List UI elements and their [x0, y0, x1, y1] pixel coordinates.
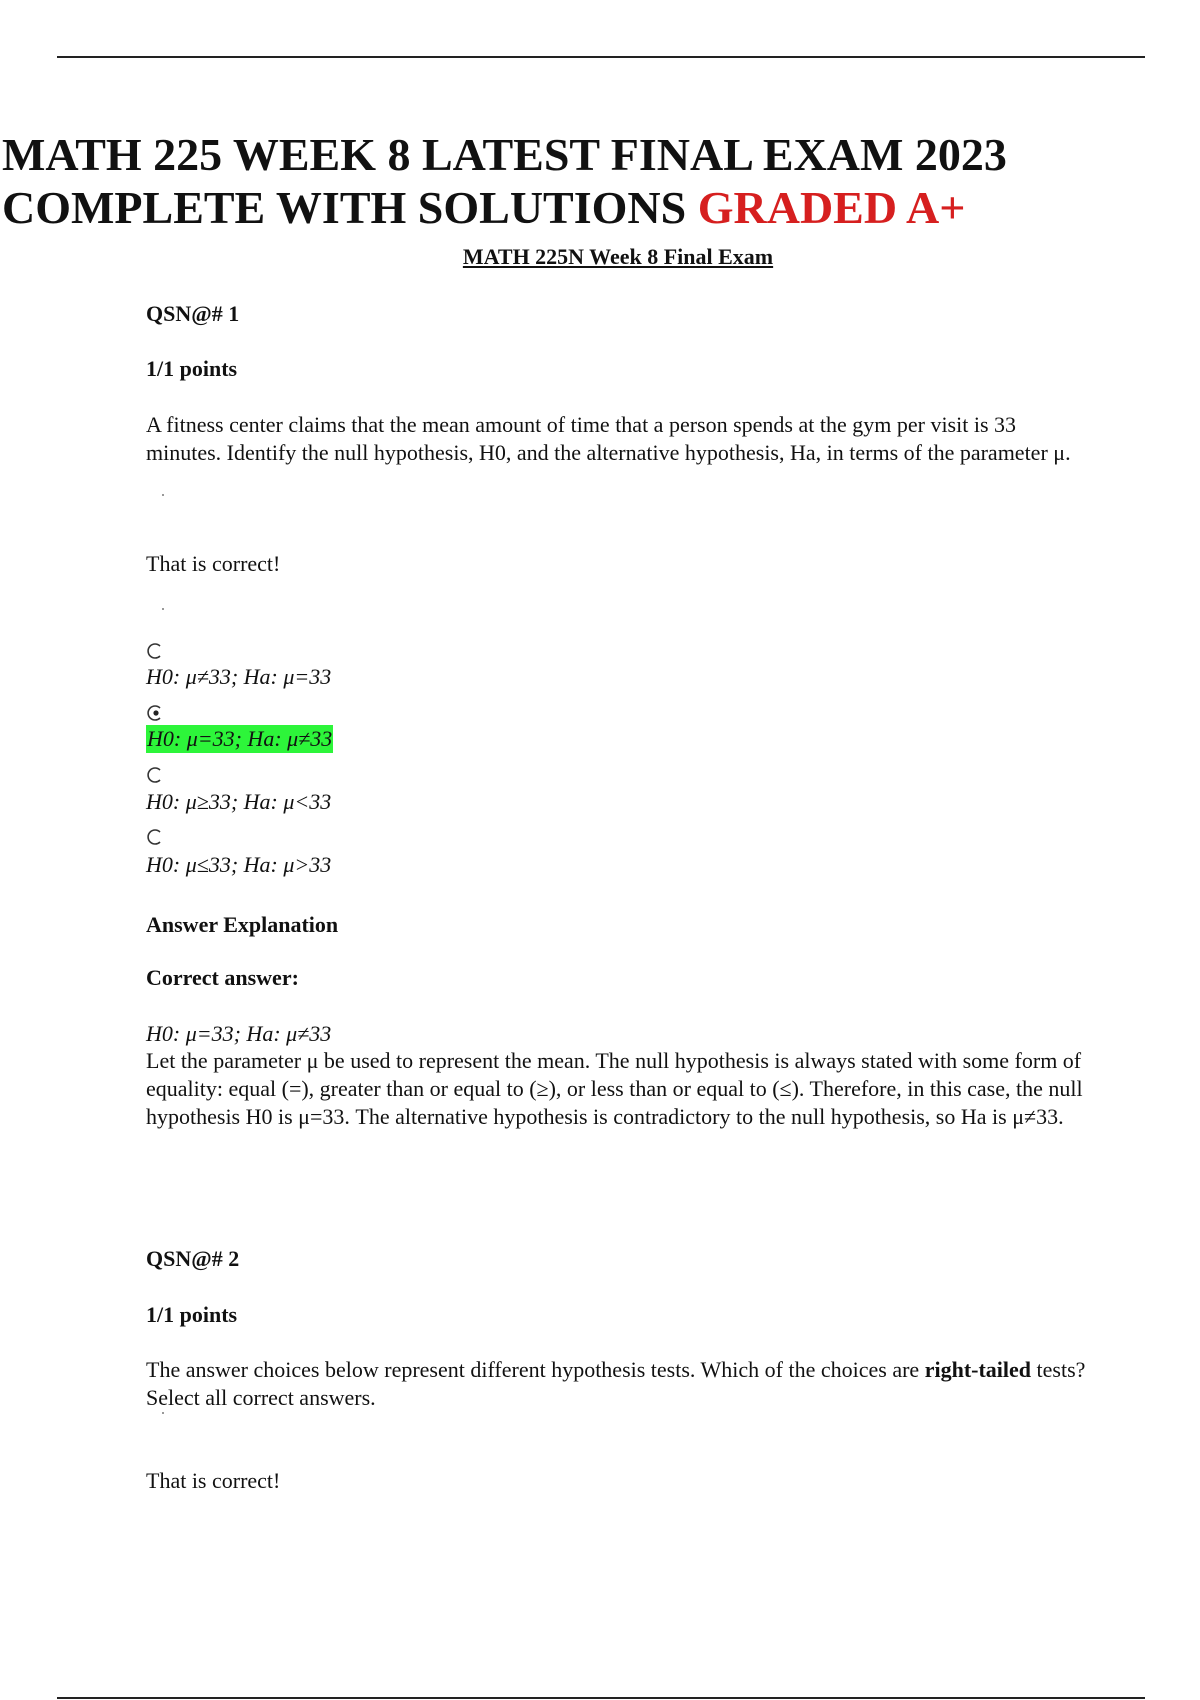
stray-mark	[162, 608, 164, 610]
question-1-text: A fitness center claims that the mean amount of time that a person spends at the gym per visit is 33 minutes. Identify the null hypothesis, H0, and the alternative hypothesis, Ha, in terms of the parameter μ.	[146, 412, 1071, 465]
question-2-text-start: The answer choices below represent different hypothesis tests. Which of the choices are	[146, 1357, 925, 1382]
option-4-text: H0: μ≤33; Ha: μ>33	[146, 852, 332, 877]
exam-subtitle: MATH 225N Week 8 Final Exam	[462, 244, 774, 269]
explanation-text: Let the parameter μ be used to represent the mean. The null hypothesis is always stated with some form of equality: equal (=), greater than or equal to (≥), or less than or equal to (≤). Therefore, in this case, the null hypothesis H0 is μ=33. The alternative hypothesis is contradictory to the null hypothesis, so Ha is μ≠33.	[146, 1048, 1083, 1129]
title-line-1: MATH 225 WEEK 8 LATEST FINAL EXAM 2023	[2, 129, 1007, 180]
option-2-text: H0: μ=33; Ha: μ≠33	[147, 726, 333, 751]
question-2-points: 1/1 points	[146, 1302, 238, 1327]
stray-mark	[162, 494, 164, 496]
grade-label: GRADED A+	[697, 182, 966, 233]
question-2-label: QSN@# 2	[146, 1246, 240, 1271]
question-1-label: QSN@# 1	[146, 301, 240, 326]
radio-option-2-selected[interactable]	[146, 704, 164, 722]
answer-explanation-heading: Answer Explanation	[146, 912, 339, 937]
option-1-text: H0: μ≠33; Ha: μ=33	[146, 664, 332, 689]
radio-option-3[interactable]	[146, 766, 164, 784]
radio-option-1[interactable]	[146, 642, 164, 660]
question-2-text-end: tests? Select all correct answers.	[146, 1357, 1086, 1410]
question-1-points: 1/1 points	[146, 356, 238, 381]
title-line-2: COMPLETE WITH SOLUTIONS	[2, 182, 687, 233]
option-3-text: H0: μ≥33; Ha: μ<33	[146, 789, 332, 814]
question-2-text	[146, 1356, 1086, 1412]
document-title	[2, 128, 1007, 234]
bottom-rule	[57, 1697, 1145, 1699]
question-2-feedback: That is correct!	[146, 1468, 281, 1493]
radio-option-4[interactable]	[146, 828, 164, 846]
question-2-emphasis: right-tailed	[924, 1357, 1032, 1382]
stray-mark	[162, 1412, 164, 1414]
question-1-feedback: That is correct!	[146, 551, 281, 576]
correct-answer-heading: Correct answer:	[146, 965, 299, 990]
correct-answer-text: H0: μ=33; Ha: μ≠33	[146, 1021, 332, 1046]
top-rule	[57, 56, 1145, 58]
